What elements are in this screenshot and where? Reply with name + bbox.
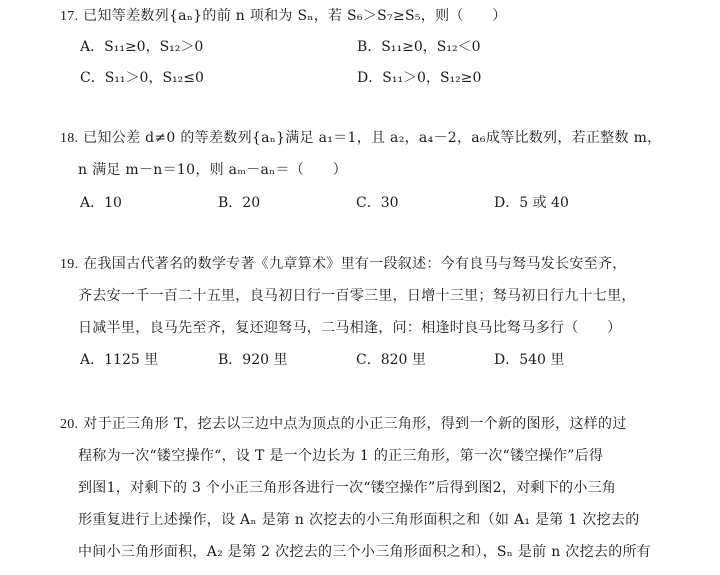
option-d: D．540 里	[494, 352, 565, 368]
option-a: A．10	[80, 195, 122, 211]
question-19-stem-line-3: 日减半里，良马先至齐，复还迎驽马，二马相逢，问：相逢时良马比驽马多行（ ）	[78, 320, 622, 336]
question-20-stem-line-5: 中间小三角形面积，A₂ 是第 2 次挖去的三个小三角形面积之和），Sₙ 是前 n 次挖去的所有	[78, 544, 652, 560]
option-d: D．5 或 40	[494, 195, 569, 211]
question-17-stem	[60, 6, 507, 27]
option-b: B．920 里	[218, 352, 288, 368]
question-number: 17.	[60, 9, 79, 24]
option-a: A．1125 里	[80, 352, 159, 368]
option-b: B．S₁₁≥0，S₁₂＜0	[357, 39, 481, 55]
question-number: 19.	[60, 257, 79, 272]
question-20-stem	[60, 414, 627, 435]
question-text: 已知公差 d≠0 的等差数列{aₙ}满足 a₁＝1，且 a₂，a₄－2，a₆成等比数列，若正整数 m，	[83, 130, 662, 146]
question-18-stem	[60, 128, 661, 149]
option-a: A．S₁₁≥0，S₁₂＞0	[80, 39, 204, 55]
question-18-stem-line-2: n 满足 m－n＝10，则 aₘ－aₙ＝（ ）	[78, 162, 348, 178]
question-19-stem	[60, 254, 627, 275]
question-19-stem-line-2: 齐去安一千一百二十五里，良马初日行一百零三里，日增十三里；驽马初日行九十七里，	[78, 288, 636, 304]
question-20-stem-line-4: 形重复进行上述操作，设 Aₙ 是第 n 次挖去的小三角形面积之和（如 A₁ 是第 1 次挖去的	[78, 512, 640, 528]
question-number: 20.	[60, 417, 79, 432]
page-crop-edge	[0, 560, 720, 575]
option-c: C．820 里	[356, 352, 426, 368]
question-text: 在我国古代著名的数学专著《九章算术》里有一段叙述：今有良马与驽马发长安至齐，	[83, 256, 627, 272]
question-20-stem-line-2: 程称为一次“镂空操作“，设 T 是一个边长为 1 的正三角形，第一次“镂空操作”后得	[78, 448, 604, 464]
option-c: C．30	[356, 195, 399, 211]
question-text: 已知等差数列{aₙ}的前 n 项和为 Sₙ，若 S₆＞S₇≥S₅，则（ ）	[83, 8, 507, 24]
question-20-stem-line-3: 到图1，对剩下的 3 个小正三角形各进行一次“镂空操作”后得到图2，对剩下的小三角	[78, 480, 617, 496]
question-number: 18.	[60, 131, 79, 146]
option-c: C．S₁₁＞0，S₁₂≤0	[80, 70, 204, 86]
question-text: 对于正三角形 T，挖去以三边中点为顶点的小正三角形，得到一个新的图形，这样的过	[83, 416, 627, 432]
option-b: B．20	[218, 195, 261, 211]
option-d: D．S₁₁＞0，S₁₂≥0	[357, 70, 482, 86]
